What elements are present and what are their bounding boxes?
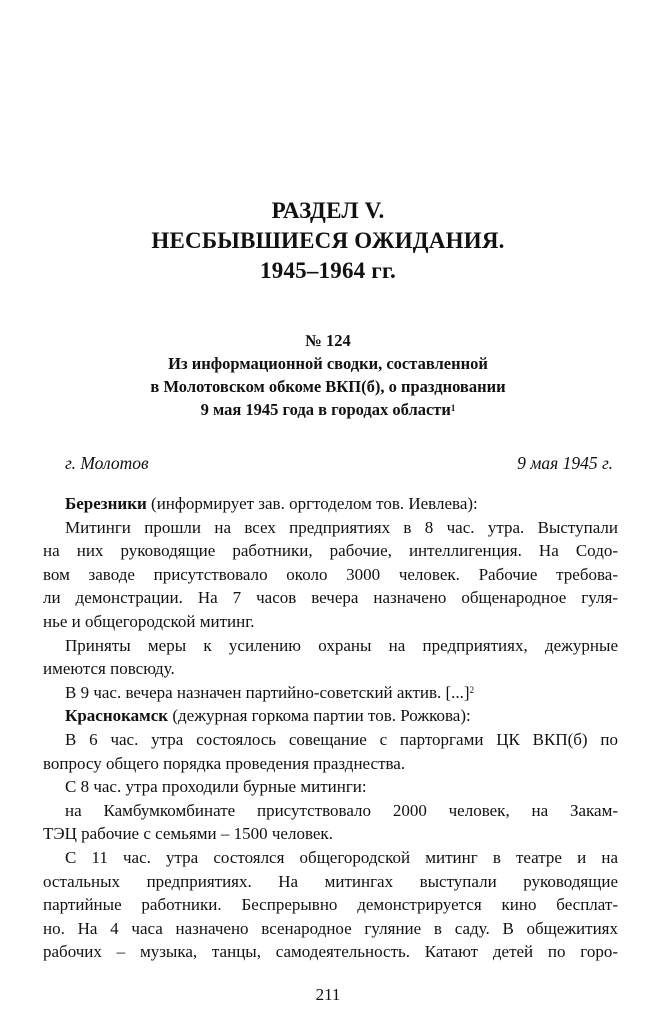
section-title bbox=[0, 196, 656, 286]
document-date: 9 мая 1945 г. bbox=[517, 453, 613, 473]
document-title-line-1: Из информационной сводки, составленной bbox=[168, 354, 488, 373]
footnote-marker-2: 2 bbox=[469, 684, 475, 695]
footnote-marker-1: 1 bbox=[450, 403, 456, 413]
body-line: вопросу общего порядка проведения празднества. bbox=[43, 753, 406, 773]
body-line: остальных предприятиях. На митингах выступали руководящие bbox=[43, 871, 618, 891]
body-line bbox=[43, 681, 618, 705]
document-title-line-3 bbox=[0, 398, 656, 421]
body-line: ТЭЦ рабочие с семьями – 1500 человек. bbox=[43, 824, 333, 844]
paragraph-text: В 9 час. вечера назначен партийно-советский актив. [...] bbox=[65, 682, 470, 702]
body-line: ли демонстрации. На 7 часов вечера назначено общенародное гуля- bbox=[43, 588, 618, 608]
body-line: В 6 час. утра состоялось совещание с парторгами ЦК ВКП(б) по bbox=[65, 729, 618, 749]
city-krasnokamsk: Краснокамск bbox=[65, 706, 169, 726]
body-line: С 11 час. утра состоялся общегородской митинг в театре и на bbox=[65, 847, 618, 867]
document-number: № 124 bbox=[305, 331, 351, 350]
body-line: Митинги прошли на всех предприятиях в 8 час. утра. Выступали bbox=[65, 517, 618, 537]
paragraph-text: (дежурная горкома партии тов. Рожкова): bbox=[168, 706, 471, 726]
body-line: на них руководящие работники, рабочие, интеллигенция. На Содо- bbox=[43, 541, 618, 561]
body-line: нье и общегородской митинг. bbox=[43, 611, 255, 631]
document-place: г. Молотов bbox=[65, 453, 149, 473]
paragraph-krasnokamsk-header bbox=[43, 704, 618, 728]
city-berezniki: Березники bbox=[65, 494, 147, 513]
body-line: партийные работники. Беспрерывно демонстрируется кино бесплат- bbox=[43, 895, 618, 915]
body-line: рабочих – музыка, танцы, самодеятельность. Катают детей по горо- bbox=[43, 942, 618, 962]
document-body bbox=[43, 492, 618, 964]
document-title-line-3-text: 9 мая 1945 года в городах области bbox=[200, 400, 451, 419]
section-title-line-2: НЕСБЫВШИЕСЯ ОЖИДАНИЯ. bbox=[151, 228, 505, 253]
paragraph-text: (информирует зав. оргтоделом тов. Иевлева): bbox=[146, 494, 478, 513]
body-line: но. На 4 часа назначено всенародное гуляние в саду. В общежитиях bbox=[43, 918, 618, 938]
section-title-line-1: РАЗДЕЛ V. bbox=[271, 198, 385, 223]
section-title-line-3: 1945–1964 гг. bbox=[260, 258, 396, 283]
body-line: имеются повсюду. bbox=[43, 659, 175, 679]
paragraph-berezniki-header bbox=[43, 492, 618, 516]
page-number: 211 bbox=[315, 985, 341, 1004]
body-line: вом заводе присутствовало около 3000 человек. Рабочие требова- bbox=[43, 564, 618, 584]
body-line: на Камбумкомбинате присутствовало 2000 человек, на Закам- bbox=[65, 800, 618, 820]
body-line: Приняты меры к усилению охраны на предприятиях, дежурные bbox=[65, 635, 618, 655]
document-title-line-2: в Молотовском обкоме ВКП(б), о праздновании bbox=[150, 377, 506, 396]
document-heading bbox=[0, 329, 656, 421]
body-line: С 8 час. утра проходили бурные митинги: bbox=[65, 777, 367, 797]
